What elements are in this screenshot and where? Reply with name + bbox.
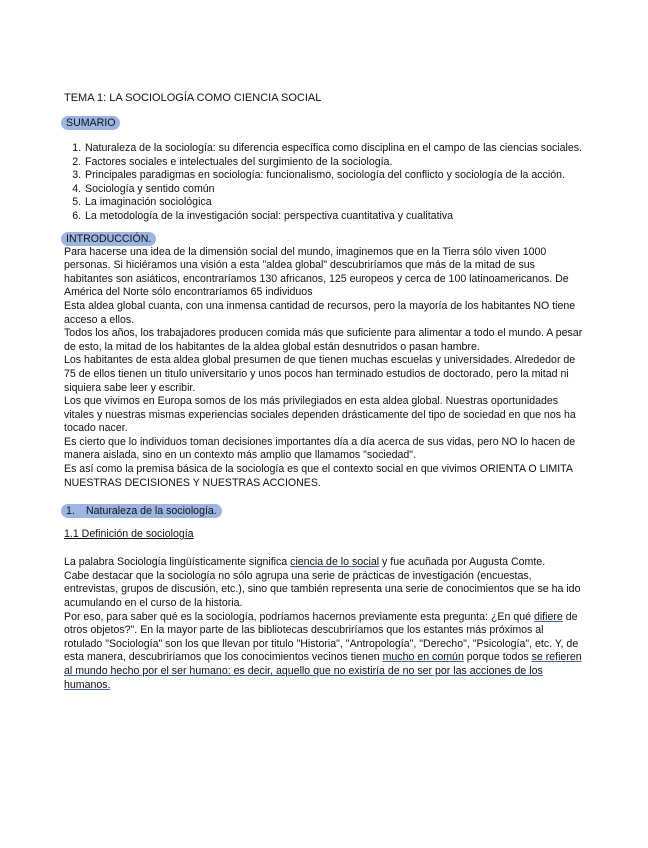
underlined-phrase: difiere	[533, 610, 563, 623]
intro-heading	[64, 232, 584, 246]
section-1-label: Naturaleza de la sociología.	[86, 505, 217, 518]
toc-item: 4. Sociología y sentido común	[84, 183, 584, 197]
text-run: Por eso, para saber qué es la sociología, podríamos hacernos previamente esta pregunta: ¿En qué	[64, 610, 534, 623]
document-title: TEMA 1: LA SOCIOLOGÍA COMO CIENCIA SOCIAL	[64, 92, 322, 104]
intro-paragraph: Es cierto que lo individuos toman decisiones importantes día a día acerca de sus vidas, pero NO lo hacen de manera aislada, sino en un contexto más amplio que llamamos "sociedad".	[64, 435, 576, 462]
text-run: de otros objetos?". En la mayor parte de las bibliotecas descubriríamos que los estantes más próximos al rotulado "Sociología" son los que llevan por titulo "Historia", "Antropología", "Derecho", "Psicología", etc. Y, de esta manera, descubriríamos que los conocimientos vecinos tienen	[64, 610, 579, 664]
sumario-heading	[64, 116, 584, 130]
subsection-title: 1.1 Definición de sociología	[64, 528, 194, 541]
toc-item: 2. Factores sociales e intelectuales del surgimiento de la sociología.	[84, 156, 584, 170]
underlined-phrase: mucho en común	[382, 651, 464, 664]
toc-list	[64, 142, 584, 224]
underlined-phrase: ciencia de lo social	[290, 556, 380, 569]
toc-item: 5. La imaginación sociológica	[84, 196, 584, 210]
intro-paragraph: Todos los años, los trabajadores producen comida más que suficiente para alimentar a todo el mundo. A pesar de esto, la mitad de los habitantes de la aldea global están desnutridos o pasan hambre.	[64, 327, 583, 353]
sumario-label: SUMARIO	[61, 116, 120, 130]
intro-label: INTRODUCCIÓN.	[61, 232, 156, 246]
text-run: porque todos	[463, 651, 532, 664]
section-1-heading	[64, 504, 584, 518]
underlined-phrase: se refieren al mundo hecho por el ser humano: es decir, aquello que no existiría de no ser por las acciones de los humanos.	[64, 651, 582, 691]
section-1-label-highlight	[61, 504, 222, 518]
toc-item: 1. Naturaleza de la sociología: su diferencia específica como disciplina en el campo de las ciencias sociales.	[84, 142, 584, 156]
definition-paragraph	[64, 556, 584, 570]
section-1-number: 1.	[66, 505, 75, 518]
text-run: y fue acuñada por Augusta Comte.	[379, 556, 546, 569]
toc-item: 6. La metodología de la investigación social: perspectiva cuantitativa y cualitativa	[84, 210, 584, 224]
document-page	[64, 92, 584, 692]
toc-item: 3. Principales paradigmas en sociología: funcionalismo, sociología del conflicto y sociología de la acción.	[84, 169, 584, 183]
text-run: La palabra Sociología lingüísticamente significa	[64, 556, 291, 569]
body-paragraph	[64, 611, 584, 693]
intro-paragraph: Para hacerse una idea de la dimensión social del mundo, imaginemos que en la Tierra sólo viven 1000 personas. Si hiciéramos una visión a esta "aldea global" descubriríamos que más de la mitad de sus habitantes son asiáticos, encontraríamos 130 africanos, 125 europeos y cerca de 100 latinoamericanos. De América del Norte sólo encontraríamos 65 individuos	[64, 245, 569, 299]
intro-paragraph: Esta aldea global cuanta, con una inmensa cantidad de recursos, pero la mayoría de los habitantes NO tiene acceso a ellos.	[64, 299, 576, 326]
intro-paragraph: Los que vivimos en Europa somos de los más privilegiados en esta aldea global. Nuestras oportunidades vitales y nuestras mismas experiencias sociales dependen drásticamente del tipo de sociedad en que nos ha tocado nacer.	[64, 395, 576, 435]
intro-paragraph: Los habitantes de esta aldea global presumen de que tienen muchas escuelas y universidades. Alrededor de 75 de ellos tienen un titulo universitario y unos pocos han terminado estudios de doctorado, pero la mitad ni siquiera sabe leer y escribir.	[64, 354, 576, 394]
body-paragraph: Cabe destacar que la sociología no sólo agrupa una serie de prácticas de investigación (encuestas, entrevistas, grupos de discusión, etc.), sino que también representa una serie de conocimientos que se ha ido acumulando en el curso de la historia.	[64, 569, 581, 610]
intro-paragraph: Es así como la premisa básica de la sociología es que el contexto social en que vivimos ORIENTA O LIMITA NUESTRAS DECISIONES Y NUESTRAS ACCIONES.	[64, 463, 573, 489]
